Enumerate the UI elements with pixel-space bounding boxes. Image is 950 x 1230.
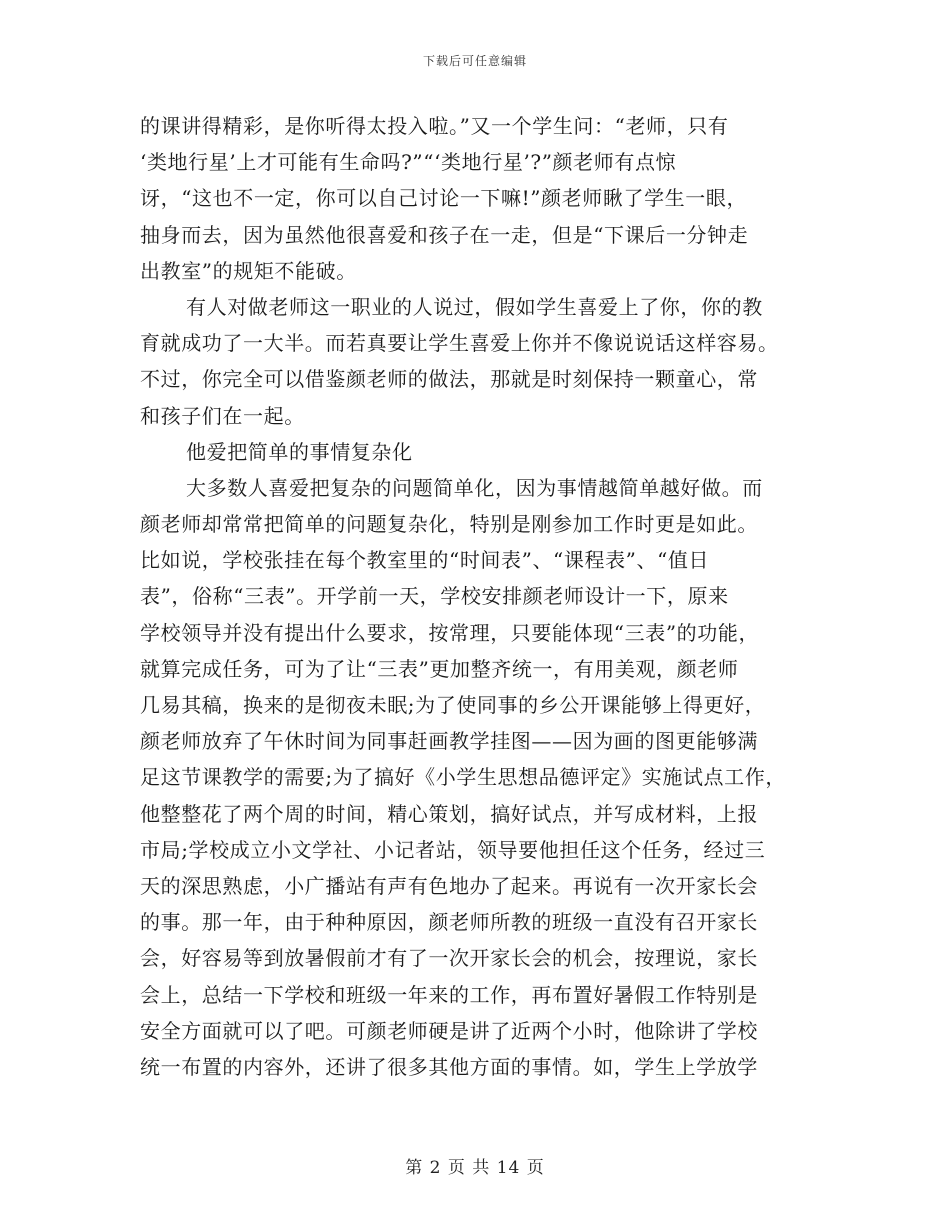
text-line: 就算完成任务，可为了让“三表”更加整齐统一，有用美观，颜老师 xyxy=(140,656,739,681)
text-line: 天的深思熟虑，小广播站有声有色地办了起来。再说有一次开家长会 xyxy=(140,873,758,898)
page-header: 下载后可任意编辑 xyxy=(422,54,527,68)
text-line: 不过，你完全可以借鉴颜老师的做法，那就是时刻保持一颗童心，常 xyxy=(140,367,758,392)
text-line: 会上，总结一下学校和班级一年来的工作，再布置好暑假工作特别是 xyxy=(140,982,758,1007)
text-line: 统一布置的内容外，还讲了很多其他方面的事情。如，学生上学放学 xyxy=(140,1054,758,1079)
text-line: 会，好容易等到放暑假前才有了一次开家长会的机会，按理说，家长 xyxy=(140,946,758,971)
section-heading: 他爱把简单的事情复杂化 xyxy=(186,439,413,464)
text-line: 市局;学校成立小文学社、小记者站，领导要他担任这个任务，经过三 xyxy=(140,837,766,862)
text-line: 颜老师放弃了午休时间为同事赶画教学挂图——因为画的图更能够满 xyxy=(140,729,758,754)
text-line: 几易其稿，换来的是彻夜未眠;为了使同事的乡公开课能够上得更好， xyxy=(140,693,766,717)
paragraph-start-line: 有人对做老师这一职业的人说过，假如学生喜爱上了你，你的教 xyxy=(186,294,763,319)
page-number-footer: 第 2 页 共 14 页 xyxy=(405,1158,545,1178)
text-line: ‘类地行星’上才可能有生命吗?”“‘类地行星’?”颜老师有点惊 xyxy=(140,150,677,175)
text-line: 育就成功了一大半。而若真要让学生喜爱上你并不像说说话这样容易。 xyxy=(140,331,779,356)
document-body xyxy=(140,108,820,1085)
text-line: 的课讲得精彩，是你听得太投入啦。”又一个学生问：“老师，只有 xyxy=(140,114,729,138)
text-line: 足这节课教学的需要;为了搞好《小学生思想品德评定》实施试点工作， xyxy=(140,765,786,790)
text-line: 表”，俗称“三表”。开学前一天，学校安排颜老师设计一下，原来 xyxy=(140,584,729,609)
text-line: 他整整花了两个周的时间，精心策划，搞好试点，并写成材料，上报 xyxy=(140,801,758,826)
paragraph-start-line: 大多数人喜爱把复杂的问题简单化，因为事情越简单越好做。而 xyxy=(186,475,763,500)
text-line: 学校领导并没有提出什么要求，按常理，只要能体现“三表”的功能， xyxy=(140,620,760,645)
text-line: 讶，“这也不一定，你可以自己讨论一下嘛!”颜老师瞅了学生一眼， xyxy=(140,186,748,211)
text-line: 的事。那一年，由于种种原因，颜老师所教的班级一直没有召开家长 xyxy=(140,910,758,935)
text-line: 安全方面就可以了吧。可颜老师硬是讲了近两个小时，他除讲了学校 xyxy=(140,1018,758,1043)
text-line: 颜老师却常常把简单的问题复杂化，特别是刚参加工作时更是如此。 xyxy=(140,512,758,537)
text-line: 出教室”的规矩不能破。 xyxy=(140,258,357,283)
text-line: 和孩子们在一起。 xyxy=(140,403,305,428)
text-line: 抽身而去，因为虽然他很喜爱和孩子在一走，但是“下课后一分钟走 xyxy=(140,222,749,247)
text-line: 比如说，学校张挂在每个教室里的“时间表”、“课程表”、“值日 xyxy=(140,548,710,573)
